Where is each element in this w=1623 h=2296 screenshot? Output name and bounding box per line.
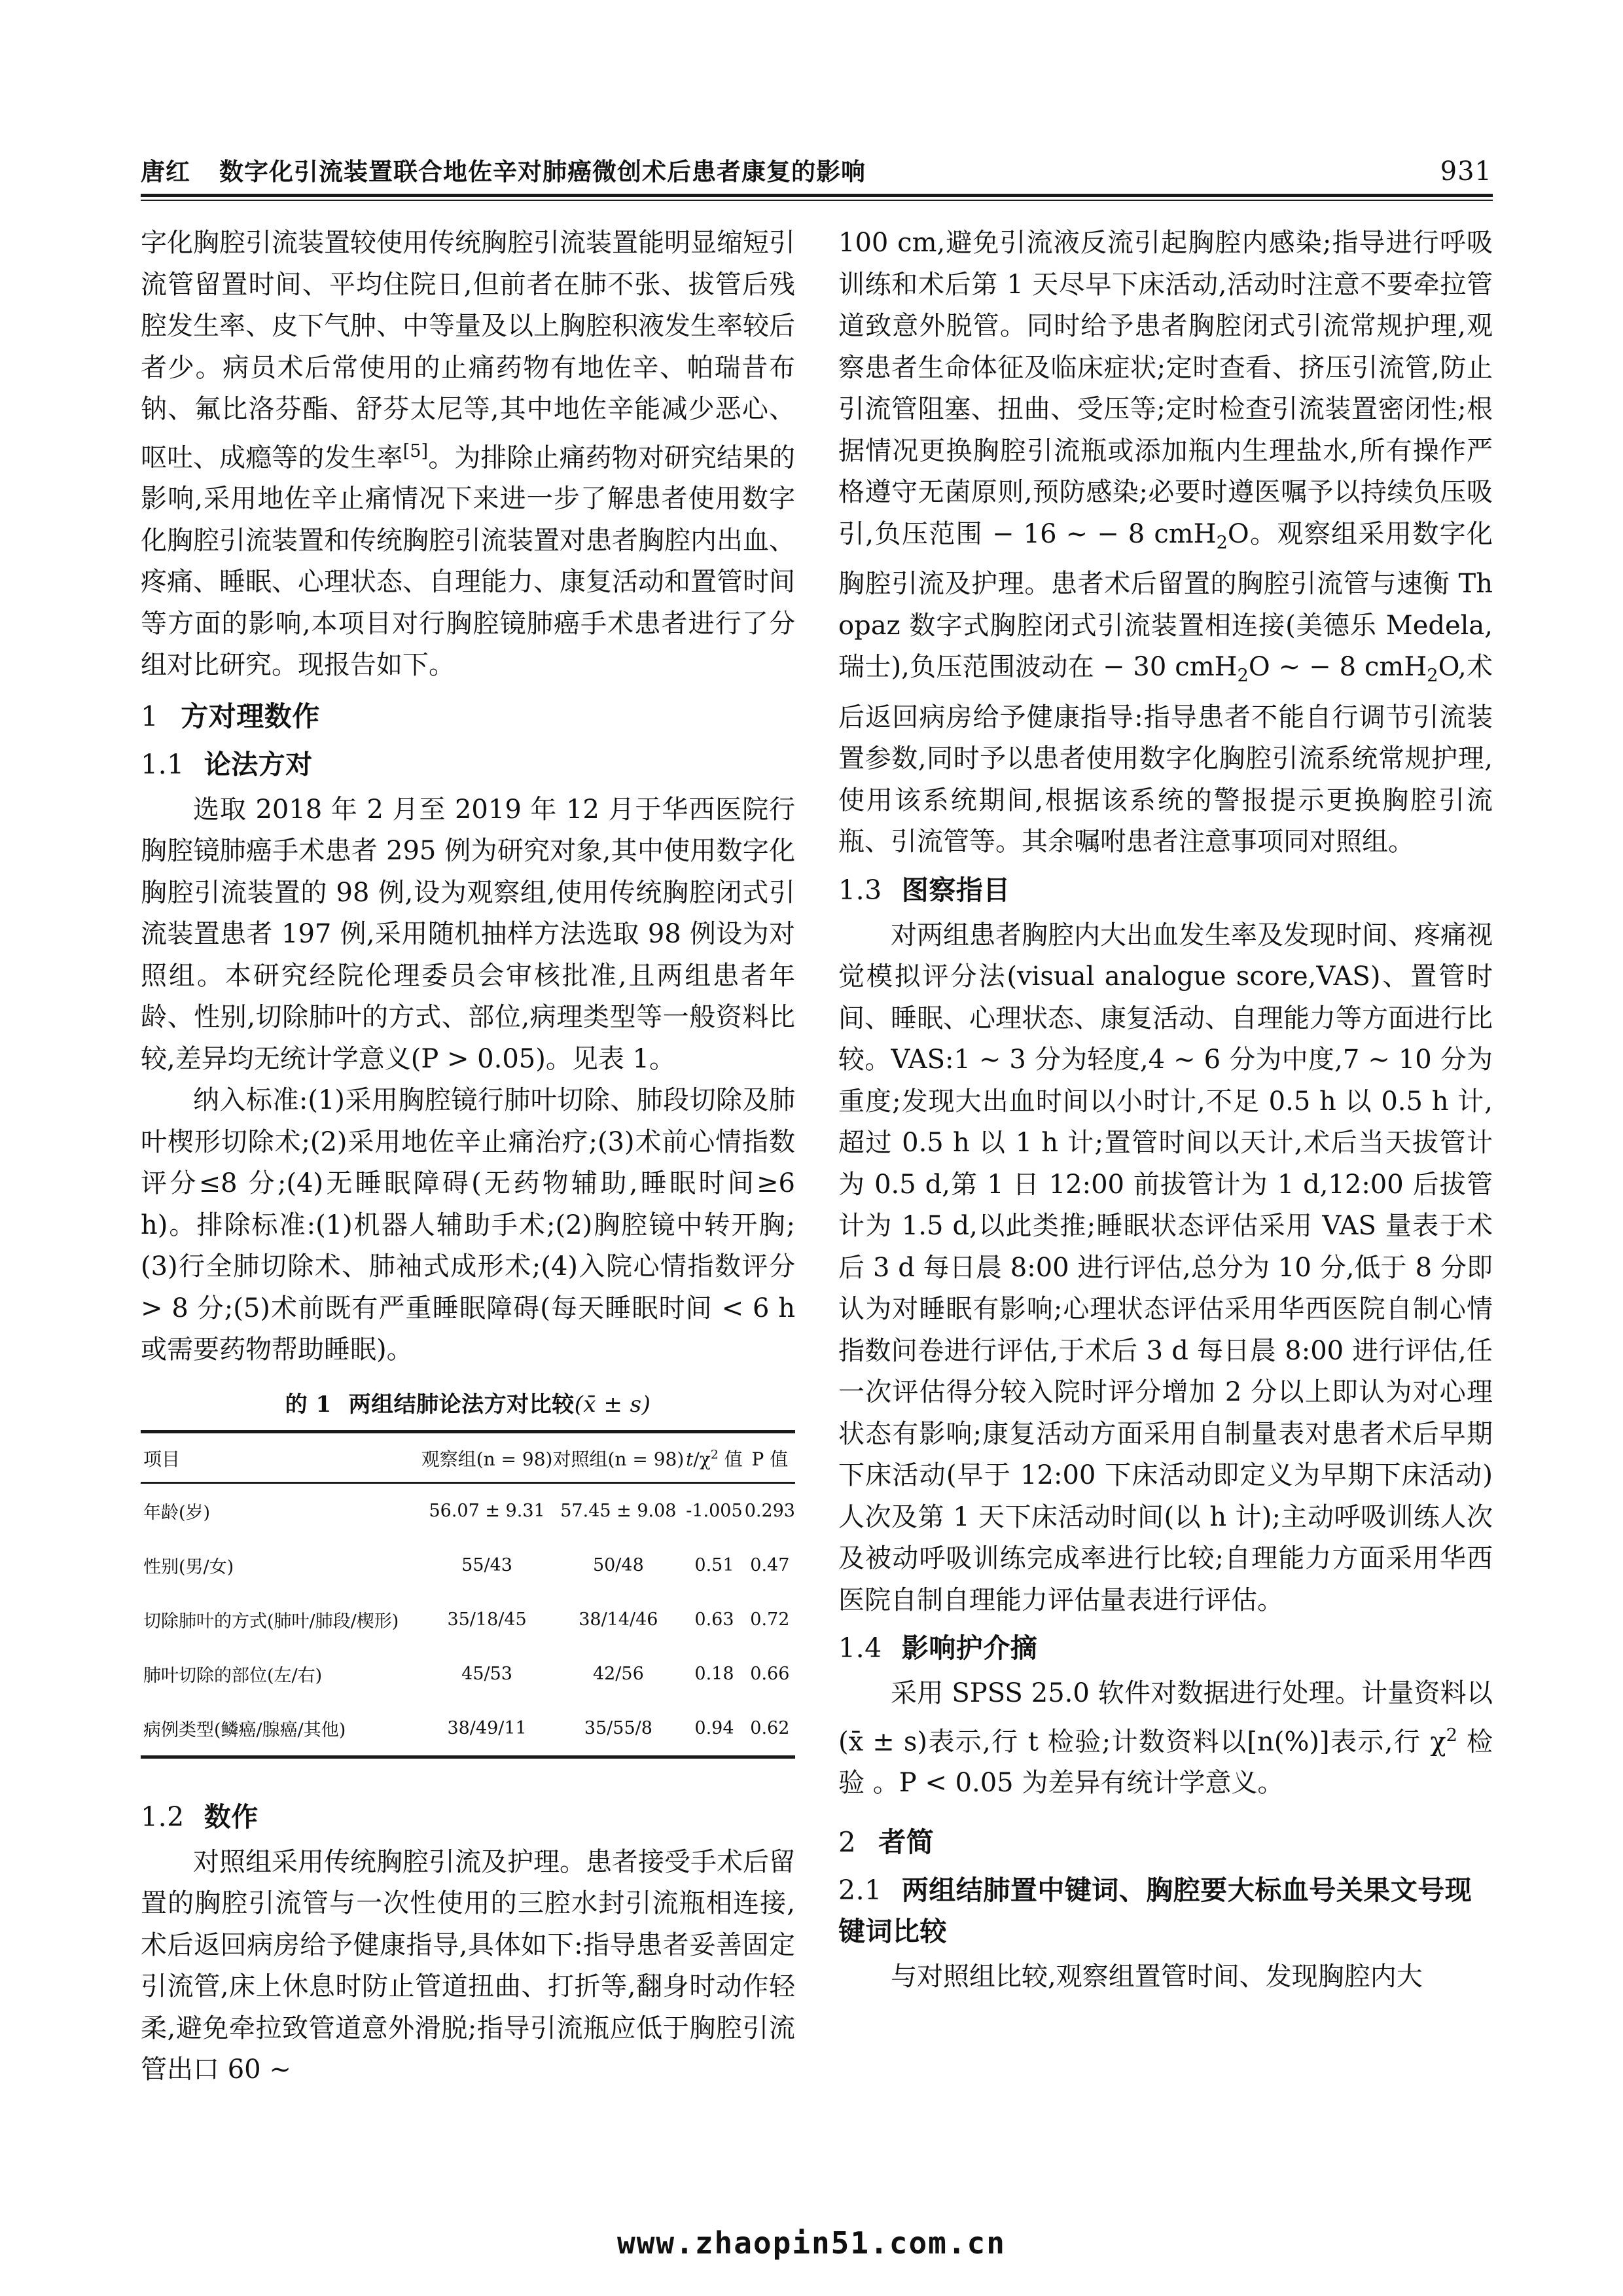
table-cell-observation: 35/18/45: [447, 1609, 527, 1630]
subsection-number-1-1: 1.1: [141, 748, 185, 780]
section-number-1: 1: [141, 700, 159, 732]
table-cell-p: 0.72: [750, 1609, 790, 1630]
subsection-number-1-4: 1.4: [838, 1632, 882, 1664]
table-1-col-p: P 值: [745, 1431, 795, 1482]
table-1-caption-number: 的 1: [285, 1391, 332, 1418]
table-1-body: [141, 1482, 795, 1757]
spacer: [141, 1770, 795, 1790]
table-1-col-observation: 观察组(n = 98): [421, 1431, 553, 1482]
table-row: [141, 1701, 795, 1757]
table-cell-p: 0.62: [750, 1717, 790, 1738]
paragraph-1-4: 采用 SPSS 25.0 软件对数据进行处理。计量资料以(x̄ ± s)表示,行 t 检验;计数资料以[n(%)]表示,行 $\chi^2$ 检验 。P < 0.05 为差异有统计学意义。: [838, 1678, 1493, 1799]
table-1-container: [141, 1388, 795, 1759]
paragraph-continued-right: 100 cm,避免引流液反流引起胸腔内感染;指导进行呼吸训练和术后第 1 天尽早下床活动,活动时注意不要牵拉管道致意外脱管。同时给予患者胸腔闭式引流常规护理,观察患者生命体征及临床症状;定时查看、挤压引流管,防止引流管阻塞、扭曲、受压等;定时检查引流装置密闭性;根据情况更换胸腔引流瓶或添加瓶内生理盐水,所有操作严格遵守无菌原则,预防感染;必要时遵医嘱予以持续负压吸引,负压范围 − 16 ~ − 8 cmH$_2$O。观察组采用数字化胸腔引流及护理。患者术后留置的胸腔引流管与速衡 Thopaz 数字式胸腔闭式引流装置相连接(美德乐 Medela,瑞士),负压范围波动在 − 30 cmH$_2$O ~ − 8 cmH$_2$O,术后返回病房给予健康指导:指导患者不能自行调节引流装置参数,同时予以患者使用数字化胸腔引流系统常规护理,使用该系统期间,根据该系统的警报提示更换胸腔引流瓶、引流管等。其余嘱咐患者注意事项同对照组。: [838, 228, 1493, 857]
table-cell-stat: 0.18: [694, 1663, 734, 1684]
subsection-number-1-2: 1.2: [141, 1801, 185, 1833]
table-cell-item: 切除肺叶的方式(肺叶/肺段/楔形): [143, 1611, 399, 1632]
subsection-heading-1-2: [141, 1797, 795, 1838]
header-rule-thick: [141, 194, 1493, 197]
section-title-2: 者简: [878, 1825, 935, 1858]
site-watermark: www.zhaopin51.com.cn: [617, 2225, 1006, 2261]
spacer: [838, 1804, 1493, 1812]
table-1-col-item: 项目: [141, 1431, 421, 1482]
paragraph-1-1-a: 选取 2018 年 2 月至 2019 年 12 月于华西医院行胸腔镜肺癌手术患者 295 例为研究对象,其中使用数字化胸腔引流装置的 98 例,设为观察组,使用传统胸腔闭式引流装置患者 197 例,采用随机抽样方法选取 98 例设为对照组。本研究经院伦理委员会审核批准,且两组患者年龄、性别,切除肺叶的方式、部位,病理类型等一般资料比较,差异均无统计学意义(P > 0.05)。见表 1。: [141, 794, 795, 1074]
table-row: [141, 1538, 795, 1592]
table-cell-item: 肺叶切除的部位(左/右): [143, 1665, 323, 1686]
subsection-heading-2-1: [838, 1870, 1493, 1952]
table-row: [141, 1647, 795, 1701]
running-header: [141, 152, 1492, 187]
table-cell-item: 年龄(岁): [143, 1502, 211, 1523]
table-row: [141, 1592, 795, 1647]
header-author: 唐红: [141, 158, 190, 186]
right-column: [838, 223, 1493, 1998]
table-cell-item: 性别(男/女): [143, 1556, 234, 1577]
table-cell-stat: 0.51: [694, 1554, 734, 1575]
header-rule-thin: [141, 200, 1493, 201]
table-cell-observation: 56.07 ± 9.31: [429, 1500, 545, 1521]
table-cell-p: 0.47: [750, 1554, 790, 1575]
page-number: 931: [1440, 156, 1492, 187]
table-cell-control: 38/14/46: [579, 1609, 658, 1630]
paragraph-2-1: 与对照组比较,观察组置管时间、发现胸腔内大: [891, 1961, 1423, 1992]
table-cell-item: 病例类型(鳞癌/腺癌/其他): [143, 1719, 346, 1740]
section-heading-2: [838, 1821, 1493, 1863]
subsection-title-1-2: 数作: [204, 1801, 259, 1833]
table-cell-control: 57.45 ± 9.08: [560, 1500, 677, 1521]
table-cell-control: 50/48: [592, 1554, 644, 1575]
subsection-title-2-1: 两组结肺置中键词、胸腔要大标血号关果文号现键词比较: [838, 1874, 1472, 1947]
subsection-title-1-1: 论法方对: [204, 748, 313, 780]
subsection-heading-1-1: [141, 744, 795, 785]
table-cell-stat: -1.005: [686, 1500, 743, 1521]
subsection-title-1-3: 图察指目: [901, 874, 1010, 906]
table-cell-stat: 0.63: [694, 1609, 734, 1630]
table-cell-observation: 38/49/11: [447, 1717, 527, 1738]
table-row: [141, 1482, 795, 1538]
table-1-caption: [141, 1388, 795, 1421]
section-heading-1: [141, 696, 795, 738]
table-1-col-stat: $t/\chi^2$ 值: [684, 1431, 744, 1482]
table-cell-control: 42/56: [592, 1663, 644, 1684]
paragraph-continued-left: 字化胸腔引流装置较使用传统胸腔引流装置能明显缩短引流管留置时间、平均住院日,但前者在肺不张、拔管后残腔发生率、皮下气肿、中等量及以上胸腔积液发生率较后者少。病员术后常使用的止痛药物有地佐辛、帕瑞昔布钠、氟比洛芬酯、舒芬太尼等,其中地佐辛能减少恶心、呕吐、成瘾等的发生率[5]。为排除止痛药物对研究结果的影响,采用地佐辛止痛情况下来进一步了解患者使用数字化胸腔引流装置和传统胸腔引流装置对患者胸腔内出血、疼痛、睡眠、心理状态、自理能力、康复活动和置管时间等方面的影响,本项目对行胸腔镜肺癌手术患者进行了分组对比研究。现报告如下。: [141, 228, 796, 681]
paragraph-1-3: 对两组患者胸腔内大出血发生率及发现时间、疼痛视觉模拟评分法(visual analogue score,VAS)、置管时间、睡眠、心理状态、康复活动、自理能力等方面进行比较。VAS:1 ~ 3 分为轻度,4 ~ 6 分为中度,7 ~ 10 分为重度;发现大出血时间以小时计,不足 0.5 h 以 0.5 h 计,超过 0.5 h 以 1 h 计;置管时间以天计,术后当天拔管计为 0.5 d,第 1 日 12:00 前拔管计为 1 d,12:00 后拔管计为 1.5 d,以此类推;睡眠状态评估采用 VAS 量表于术后 3 d 每日晨 8:00 进行评估,总分为 10 分,低于 8 分即认为对睡眠有影响;心理状态评估采用华西医院自制心情指数问卷进行评估,于术后 3 d 每日晨 8:00 进行评估,任一次评估得分较入院时评分增加 2 分以上即认为对心理状态有影响;康复活动方面采用自制量表对患者术后早期下床活动(早于 12:00 下床活动即定义为早期下床活动)人次及第 1 天下床活动时间(以 h 计);主动呼吸训练人次及被动呼吸训练完成率进行比较;自理能力方面采用华西医院自制自理能力评估量表进行评估。: [838, 920, 1493, 1615]
paragraph-1-1-b: 纳入标准:(1)采用胸腔镜行肺叶切除、肺段切除及肺叶楔形切除术;(2)采用地佐辛止痛治疗;(3)术前心情指数评分≤8 分;(4)无睡眠障碍(无药物辅助,睡眠时间≥6 h)。排除标准:(1)机器人辅助手术;(2)胸腔镜中转开胸;(3)行全肺切除术、肺袖式成形术;(4)入院心情指数评分 > 8 分;(5)术前既有严重睡眠障碍(每天睡眠时间 < 6 h 或需要药物帮助睡眠)。: [141, 1085, 795, 1365]
section-title-1: 方对理数作: [181, 700, 320, 732]
table-1-caption-title: 两组结肺论法方对比较: [348, 1391, 575, 1418]
table-cell-stat: 0.94: [694, 1717, 734, 1738]
header-title: 数字化引流装置联合地佐辛对肺癌微创术后患者康复的影响: [219, 158, 866, 186]
table-cell-p: 0.293: [744, 1500, 795, 1521]
subsection-heading-1-3: [838, 870, 1493, 911]
table-cell-p: 0.66: [750, 1663, 790, 1684]
table-1-col-control: 对照组(n = 98): [552, 1431, 684, 1482]
table-1-caption-stat: (x̄ ± s): [574, 1391, 651, 1418]
table-cell-control: 35/55/8: [584, 1717, 652, 1738]
left-column: [141, 223, 795, 2091]
subsection-title-1-4: 影响护介摘: [901, 1632, 1038, 1664]
section-number-2: 2: [838, 1825, 857, 1858]
subsection-heading-1-4: [838, 1628, 1493, 1669]
table-cell-observation: 55/43: [461, 1554, 512, 1575]
table-1: [141, 1430, 795, 1759]
paragraph-1-2: 对照组采用传统胸腔引流及护理。患者接受手术后留置的胸腔引流管与一次性使用的三腔水封引流瓶相连接,术后返回病房给予健康指导,具体如下:指导患者妥善固定引流管,床上休息时防止管道扭曲、打折等,翻身时动作轻柔,避免牵拉致管道意外滑脱;指导引流瓶应低于胸腔引流管出口 60 ~: [141, 1846, 795, 2085]
table-cell-observation: 45/53: [461, 1663, 512, 1684]
table-1-head: [141, 1431, 795, 1482]
subsection-number-2-1: 2.1: [838, 1874, 882, 1906]
header-title-group: [141, 152, 866, 187]
table-1-header-row: [141, 1431, 795, 1482]
subsection-number-1-3: 1.3: [838, 874, 882, 906]
